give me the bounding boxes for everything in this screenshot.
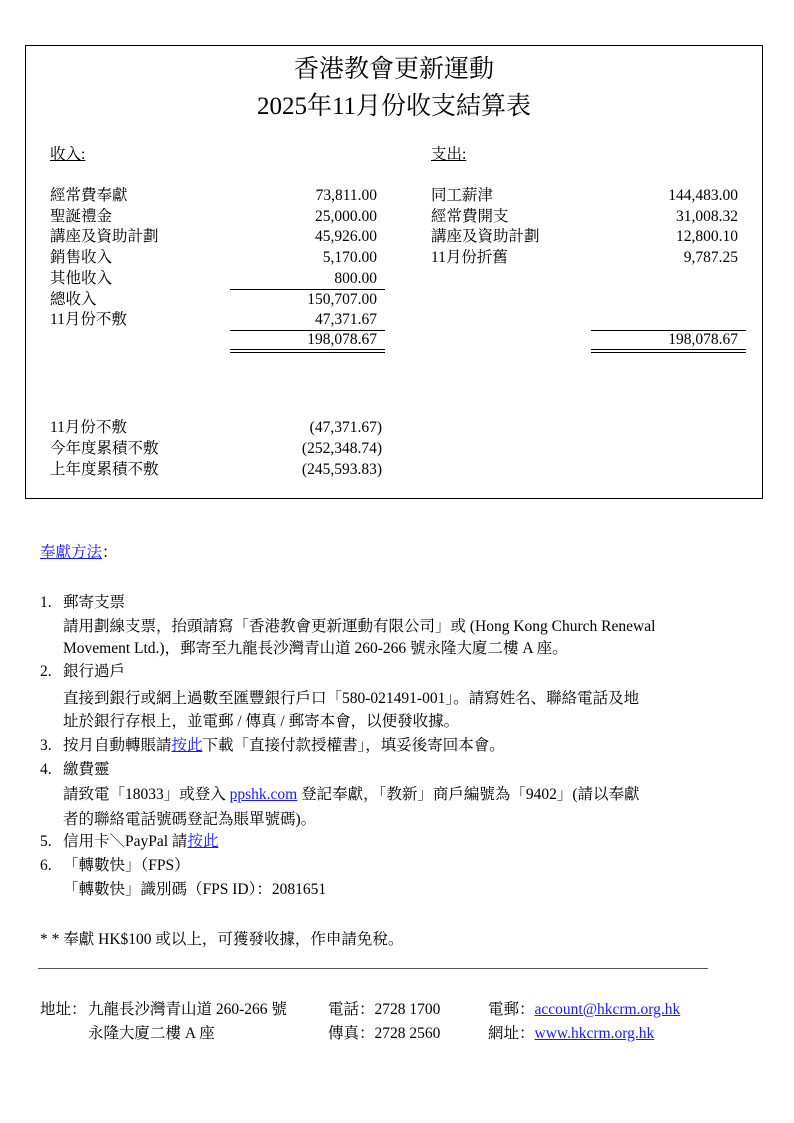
text: 登記奉獻，「教新」商戶編號為「9402」(請以奉獻 <box>297 786 640 803</box>
deficit-amount: (47,371.67) <box>309 419 382 436</box>
income-item-label: 11月份不敷 <box>50 311 127 329</box>
text: 請致電「18033」或登入 <box>63 786 230 803</box>
deficit-label: 上年度累積不敷 <box>50 461 159 478</box>
income-total: 198,078.67 <box>307 331 377 348</box>
method-1-text: Movement Ltd.)，郵寄至九龍長沙灣青山道 260-266 號永隆大廈二樓 A 座。 <box>63 640 568 657</box>
income-item-amount: 150,707.00 <box>307 290 377 308</box>
expense-item-label: 講座及資助計劃 <box>431 228 540 246</box>
deficit-amount: (245,593.83) <box>301 461 382 478</box>
expense-item-label: 經常費開支 <box>431 207 509 225</box>
expense-item-label: 11月份折舊 <box>431 249 508 267</box>
expense-heading: 支出: <box>431 146 467 163</box>
colon: ： <box>102 544 118 561</box>
expense-total: 198,078.67 <box>668 331 738 348</box>
method-1-title: 郵寄支票 <box>63 594 126 611</box>
email-link[interactable]: account@hkcrm.org.hk <box>534 1001 681 1018</box>
income-heading: 收入: <box>50 146 86 163</box>
income-item-label: 其他收入 <box>50 269 113 287</box>
website-link[interactable]: www.hkcrm.org.hk <box>534 1025 655 1042</box>
income-item-label: 講座及資助計劃 <box>50 228 159 246</box>
income-item-label: 總收入 <box>50 290 97 308</box>
income-item-label: 經常費奉獻 <box>50 187 128 204</box>
deficit-label: 11月份不敷 <box>50 419 127 436</box>
org-title: 香港教會更新運動 <box>293 56 494 83</box>
income-item-amount: 45,926.00 <box>315 228 377 246</box>
website-row <box>488 1024 654 1044</box>
website-label: 網址： <box>488 1025 535 1042</box>
expense-item-amount: 144,483.00 <box>668 187 738 204</box>
autopay-form-link[interactable]: 按此 <box>171 737 203 754</box>
ppshk-link[interactable]: ppshk.com <box>229 786 298 803</box>
method-4-text <box>63 785 640 805</box>
income-item-label: 聖誕禮金 <box>50 207 113 225</box>
address-label: 地址： <box>40 1001 87 1018</box>
expense-item-amount: 12,800.10 <box>676 228 738 246</box>
method-4-num: 4. <box>40 761 52 778</box>
deficit-label: 今年度累積不敷 <box>50 440 159 457</box>
income-item-label: 銷售收入 <box>50 249 113 267</box>
income-item-amount: 73,811.00 <box>315 187 377 204</box>
method-3-text <box>63 736 505 756</box>
phone: 電話：2728 1700 <box>328 1001 441 1018</box>
method-6-num: 6. <box>40 857 52 874</box>
text: 下載「直接付款授權書」，填妥後寄回本會。 <box>202 737 505 754</box>
method-6-title: 「轉數快」（FPS） <box>63 857 190 874</box>
method-2-text: 直接到銀行或網上過數至匯豐銀行戶口「580-021491-001」。請寫姓名、聯絡電話及地 <box>63 690 640 707</box>
expense-item-label: 同工薪津 <box>431 187 494 204</box>
income-item-amount: 25,000.00 <box>315 207 377 225</box>
separator <box>38 968 708 969</box>
expense-item-amount: 9,787.25 <box>683 249 738 267</box>
income-item-amount: 5,170.00 <box>322 249 377 267</box>
income-item-amount: 47,371.67 <box>315 311 377 329</box>
method-5-text <box>63 832 218 852</box>
email-row <box>488 1000 680 1020</box>
donation-heading <box>40 543 118 563</box>
method-4-text: 者的聯絡電話號碼登記為賬單號碼)。 <box>63 811 317 828</box>
text: 信用卡＼PayPal 請 <box>63 833 188 850</box>
address-line-1: 九龍長沙灣青山道 260-266 號 <box>88 1001 287 1018</box>
fps-id: 「轉數快」識別碼（FPS ID）：2081651 <box>63 881 327 898</box>
method-5-num: 5. <box>40 833 52 850</box>
method-2-num: 2. <box>40 663 52 680</box>
method-1-text: 請用劃線支票，抬頭請寫「香港教會更新運動有限公司」或 (Hong Kong Church Renewal <box>63 618 656 635</box>
address-line-2: 永隆大廈二樓 A 座 <box>88 1025 215 1042</box>
method-3-num: 3. <box>40 737 52 754</box>
method-2-title: 銀行過戶 <box>63 663 126 680</box>
tax-note: * * 奉獻 HK$100 或以上，可獲發收據，作申請免稅。 <box>40 931 404 948</box>
expense-item-amount: 31,008.32 <box>676 207 738 225</box>
method-4-title: 繳費靈 <box>63 761 110 778</box>
fax: 傳真：2728 2560 <box>328 1025 441 1042</box>
income-item-amount: 800.00 <box>334 269 377 287</box>
method-1-num: 1. <box>40 594 52 611</box>
report-title: 2025年11月份收支結算表 <box>256 93 532 120</box>
method-2-text: 址於銀行存根上，並電郵 / 傳真 / 郵寄本會，以便發收據。 <box>63 713 460 730</box>
deficit-amount: (252,348.74) <box>301 440 382 457</box>
paypal-link[interactable]: 按此 <box>187 833 219 850</box>
email-label: 電郵： <box>488 1001 535 1018</box>
text: 按月自動轉賬請 <box>63 737 172 754</box>
donation-methods-link[interactable]: 奉獻方法 <box>40 544 103 561</box>
